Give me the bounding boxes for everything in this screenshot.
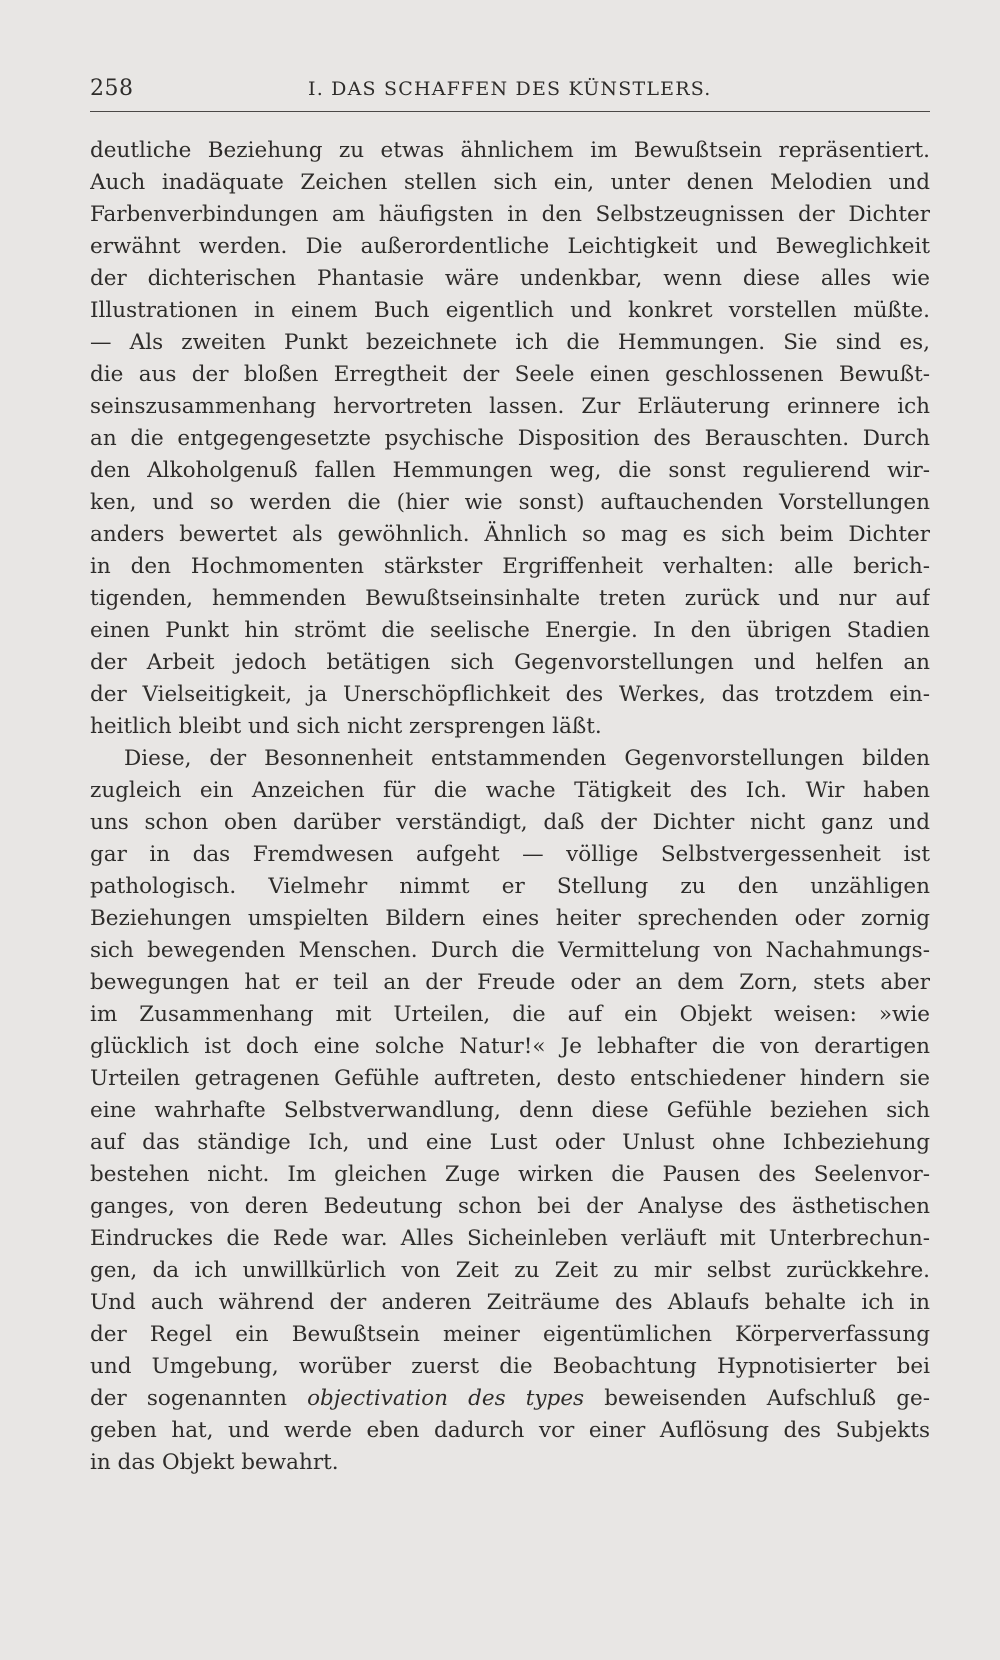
text-line: den Alkoholgenuß fallen Hemmungen weg, die sonst regulierend wir- [90,458,930,483]
running-title: I. DAS SCHAFFEN DES KÜNSTLERS. [308,78,712,100]
text-line: geben hat, und werde eben dadurch vor einer Auflösung des Subjekts [90,1418,930,1443]
text-line: erwähnt werden. Die außerordentliche Leichtigkeit und Beweglichkeit [90,234,930,259]
text-line: und Umgebung, worüber zuerst die Beobachtung Hypnotisierter bei [90,1354,930,1379]
line-segment: beweisenden Aufschluß ge- [584,1386,930,1411]
text-line: in das Objekt bewahrt. [90,1450,339,1475]
text-line: Urteilen getragenen Gefühle auftreten, desto entschiedener hindern sie [90,1066,930,1091]
text-line: der Regel ein Bewußtsein meiner eigentümlichen Körperverfassung [90,1322,930,1347]
text-line: Auch inadäquate Zeichen stellen sich ein, unter denen Melodien und [90,170,930,195]
text-line: anders bewertet als gewöhnlich. Ähnlich so mag es sich beim Dichter [90,522,930,547]
text-line: sich bewegenden Menschen. Durch die Vermittelung von Nachahmungs- [90,938,930,963]
text-line: uns schon oben darüber verständigt, daß der Dichter nicht ganz und [90,810,930,835]
text-line: ken, und so werden die (hier wie sonst) auftauchenden Vorstellungen [90,490,930,515]
text-line: — Als zweiten Punkt bezeichnete ich die Hemmungen. Sie sind es, [90,330,930,355]
text-line: einen Punkt hin strömt die seelische Energie. In den übrigen Stadien [90,618,930,643]
text-line: der dichterischen Phantasie wäre undenkbar, wenn diese alles wie [90,266,930,291]
text-line: bestehen nicht. Im gleichen Zuge wirken die Pausen des Seelenvor- [90,1162,930,1187]
header-rule [90,111,930,112]
text-line: der Arbeit jedoch betätigen sich Gegenvorstellungen und helfen an [90,650,930,675]
text-line: Illustrationen in einem Buch eigentlich und konkret vorstellen müßte. [90,298,930,323]
text-line: zugleich ein Anzeichen für die wache Tätigkeit des Ich. Wir haben [90,778,930,803]
page-number: 258 [90,76,134,101]
text-line: die aus der bloßen Erregtheit der Seele einen geschlossenen Bewußt- [90,362,930,387]
running-head [90,76,930,106]
italic-phrase: objectivation des types [307,1386,585,1411]
text-line: tigenden, hemmenden Bewußtseinsinhalte treten zurück und nur auf [90,586,930,611]
text-line: im Zusammenhang mit Urteilen, die auf ein Objekt weisen: »wie [90,1002,930,1027]
text-line: Beziehungen umspielten Bildern eines heiter sprechenden oder zornig [90,906,930,931]
text-line: eine wahrhafte Selbstverwandlung, denn diese Gefühle beziehen sich [90,1098,930,1123]
text-line-with-italic [90,1383,930,1415]
body-text [90,135,930,1479]
text-line: Diese, der Besonnenheit entstammenden Gegenvorstellungen bilden [124,746,930,771]
text-line: an die entgegengesetzte psychische Disposition des Berauschten. Durch [90,426,930,451]
text-line: ganges, von deren Bedeutung schon bei der Analyse des ästhetischen [90,1194,930,1219]
text-line: der Vielseitigkeit, ja Unerschöpflichkeit des Werkes, das trotzdem ein- [90,682,930,707]
text-line: in den Hochmomenten stärkster Ergriffenheit verhalten: alle berich- [90,554,930,579]
text-line: gar in das Fremdwesen aufgeht — völlige Selbstvergessenheit ist [90,842,930,867]
text-line: heitlich bleibt und sich nicht zersprengen läßt. [90,714,602,739]
text-line: Und auch während der anderen Zeiträume des Ablaufs behalte ich in [90,1290,930,1315]
text-line: deutliche Beziehung zu etwas ähnlichem im Bewußtsein repräsentiert. [90,138,930,163]
text-line: pathologisch. Vielmehr nimmt er Stellung zu den unzähligen [90,874,930,899]
paragraph-1 [90,135,930,743]
line-segment: der sogenannten [90,1386,308,1411]
paragraph-2 [90,743,930,1479]
text-line: Farbenverbindungen am häufigsten in den Selbstzeugnissen der Dichter [90,202,930,227]
text-line: glücklich ist doch eine solche Natur!« Je lebhafter die von derartigen [90,1034,930,1059]
text-line: gen, da ich unwillkürlich von Zeit zu Zeit zu mir selbst zurückkehre. [90,1258,930,1283]
text-line: auf das ständige Ich, und eine Lust oder Unlust ohne Ichbeziehung [90,1130,930,1155]
text-line: bewegungen hat er teil an der Freude oder an dem Zorn, stets aber [90,970,930,995]
text-line: Eindruckes die Rede war. Alles Sicheinleben verläuft mit Unterbrechun- [90,1226,930,1251]
text-line: seinszusammenhang hervortreten lassen. Zur Erläuterung erinnere ich [90,394,930,419]
